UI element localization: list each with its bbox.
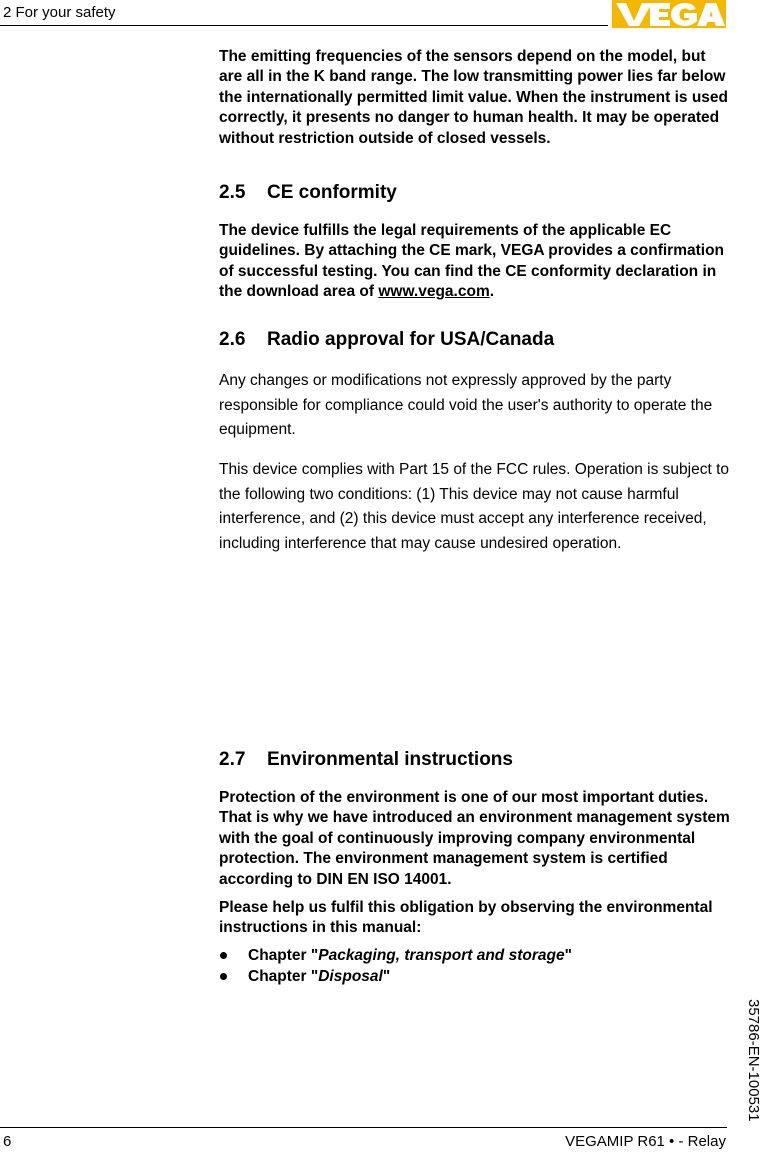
section-number: 2.7 bbox=[219, 749, 246, 770]
list-item bbox=[219, 945, 731, 966]
section-number: 2.6 bbox=[219, 329, 246, 350]
section-title: CE conformity bbox=[267, 182, 397, 203]
list-item-suffix: " bbox=[564, 947, 572, 964]
footer-rule bbox=[0, 1127, 727, 1128]
section-heading-2-7 bbox=[219, 748, 731, 772]
running-header: 2 For your safety bbox=[3, 4, 116, 21]
environment-chapter-list bbox=[219, 945, 731, 987]
bullet-icon bbox=[220, 973, 227, 980]
section-heading-2-6 bbox=[219, 328, 731, 352]
ce-text-end: . bbox=[489, 283, 495, 301]
page-number: 6 bbox=[3, 1133, 12, 1150]
document-code: 35786-EN-100531 bbox=[745, 999, 762, 1122]
chapter-reference: Packaging, transport and storage bbox=[318, 947, 565, 964]
vega-logo bbox=[612, 0, 726, 28]
header-rule bbox=[0, 25, 608, 26]
chapter-reference: Disposal bbox=[318, 968, 383, 985]
section-heading-2-5 bbox=[219, 181, 731, 205]
fcc-changes-paragraph: Any changes or modifications not expressly approved by the party responsible for compliance could void the user's authority to operate the equipment. bbox=[219, 372, 713, 439]
fcc-compliance-paragraph: This device complies with Part 15 of the FCC rules. Operation is subject to the following two conditions: (1) This device may not cause harmful interference, and (2) this device must accept any interference received, including interference that may cause undesired operation. bbox=[219, 461, 729, 552]
intro-paragraph: The emitting frequencies of the sensors depend on the model, but are all in the K band range. The low transmitting power lies far below the internationally permitted limit value. When the instrument is used correctly, it presents no danger to human health. It may be operated without restriction outside of closed vessels. bbox=[219, 48, 728, 147]
list-item-prefix: Chapter " bbox=[248, 968, 319, 985]
list-item-prefix: Chapter " bbox=[248, 947, 319, 964]
environment-help-paragraph: Please help us fulfil this obligation by observing the environmental instructions in this manual: bbox=[219, 899, 713, 937]
bullet-icon bbox=[220, 952, 227, 959]
footer-document-title: VEGAMIP R61 • - Relay bbox=[565, 1133, 726, 1150]
section-title: Environmental instructions bbox=[267, 749, 513, 770]
vega-website-link[interactable]: www.vega.com bbox=[378, 283, 490, 301]
list-item bbox=[219, 966, 731, 987]
document-code-vertical bbox=[742, 999, 762, 1122]
ce-conformity-paragraph bbox=[219, 221, 731, 303]
ce-text: The device fulfills the legal requirements of the applicable EC guidelines. By attaching the CE mark, VEGA provides a confirmation of successful testing. You can find the CE conformity declaration in the download area of bbox=[219, 222, 725, 301]
environment-paragraph: Protection of the environment is one of our most important duties. That is why we have introduced an environment management system with the goal of continuously improving company environmental protection. The environment management system is certified according to DIN EN ISO 14001. bbox=[219, 789, 730, 888]
list-item-suffix: " bbox=[382, 968, 391, 985]
section-number: 2.5 bbox=[219, 182, 246, 203]
section-title: Radio approval for USA/Canada bbox=[267, 329, 555, 350]
